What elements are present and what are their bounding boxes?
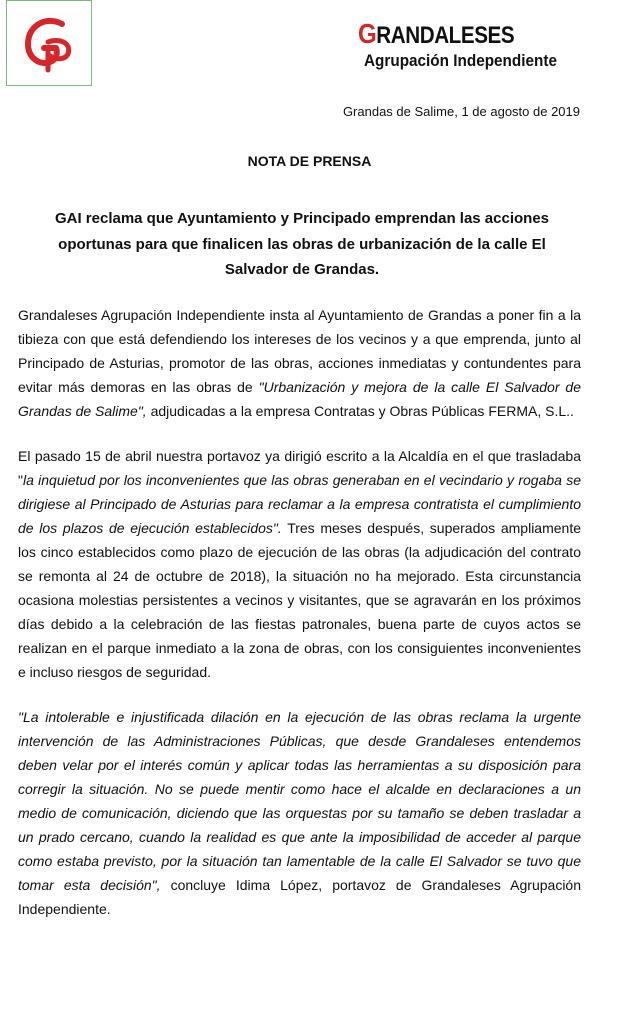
paragraph-1-italic: "Urbanización y mejora de la calle El Salvador de Grandas de Salime", [18, 379, 581, 419]
paragraph-1-text-b: adjudicadas a la empresa Contratas y Obras Públicas FERMA, S.L.. [146, 403, 574, 419]
paragraph-3 [18, 705, 581, 921]
press-body [18, 303, 581, 942]
paragraph-2-text-a: El pasado 15 de abril nuestra portavoz ya dirigió escrito a la Alcaldía en el que trasladaba " [18, 448, 581, 488]
paragraph-2-text-b: Tres meses después, superados ampliamente los cinco establecidos como plazo de ejecución de las obras (la adjudicación del contrato se remonta al 24 de octubre de 2018), la situación no ha mejorado. Esta circunstancia ocasiona molestias persistentes a vecinos y visitantes, que se agravarán en los próximos días debido a la celebración de las fiestas patronales, buena parte de cuyos actos se realizan en el parque inmediato a la zona de obras, con los consiguientes inconvenientes e incluso riesgos de seguridad. [18, 520, 581, 680]
paragraph-3-text-b: concluye Idima López, portavoz de Grandaleses Agrupación Independiente. [18, 877, 581, 917]
brand-name [358, 20, 564, 50]
brand-initial: G [358, 18, 377, 49]
paragraph-2 [18, 444, 581, 684]
dateline: Grandas de Salime, 1 de agosto de 2019 [342, 104, 580, 119]
paragraph-3-italic: "La intolerable e injustificada dilación en la ejecución de las obras reclama la urgente intervención de las Administraciones Públicas, que desde Grandaleses entendemos deben velar por el interés común y aplicar todas las herramientas a su disposición para corregir la situación. No se puede mentir como hace el alcalde en declaraciones a un medio de comunicación, diciendo que las orquestas por su tamaño se deben trasladar a un prado cercano, cuando la realidad es que ante la imposibilidad de acceder al parque como estaba previsto, por la situación tan lamentable de la calle El Salvador se tuvo que tomar esta decisión", [18, 709, 581, 893]
gai-monogram-icon [18, 12, 80, 74]
paragraph-2-italic: la inquietud por los inconvenientes que las obras generaban en el vecindario y rogaba se dirigiese al Principado de Asturias para reclamar a la empresa contratista el cumplimiento de los plazos de ejecución establecidos". [18, 472, 581, 536]
brand-subtitle: Agrupación Independiente [364, 51, 557, 70]
press-headline: GAI reclama que Ayuntamiento y Principado emprendan las acciones oportunas para que finalicen las obras de urbanización de la calle El Salvador de Grandas. [54, 210, 550, 278]
logo-box [6, 0, 92, 86]
brand-block [358, 20, 598, 72]
brand-rest: RANDALESES [376, 22, 515, 49]
document-heading: NOTA DE PRENSA [247, 153, 372, 169]
paragraph-1-text-a: Grandaleses Agrupación Independiente insta al Ayuntamiento de Grandas a poner fin a la tibieza con que está defendiendo los intereses de los vecinos y a que emprenda, junto al Principado de Asturias, promotor de las obras, acciones inmediatas y contundentes para evitar más demoras en las obras de [18, 307, 581, 395]
paragraph-1 [18, 303, 581, 423]
